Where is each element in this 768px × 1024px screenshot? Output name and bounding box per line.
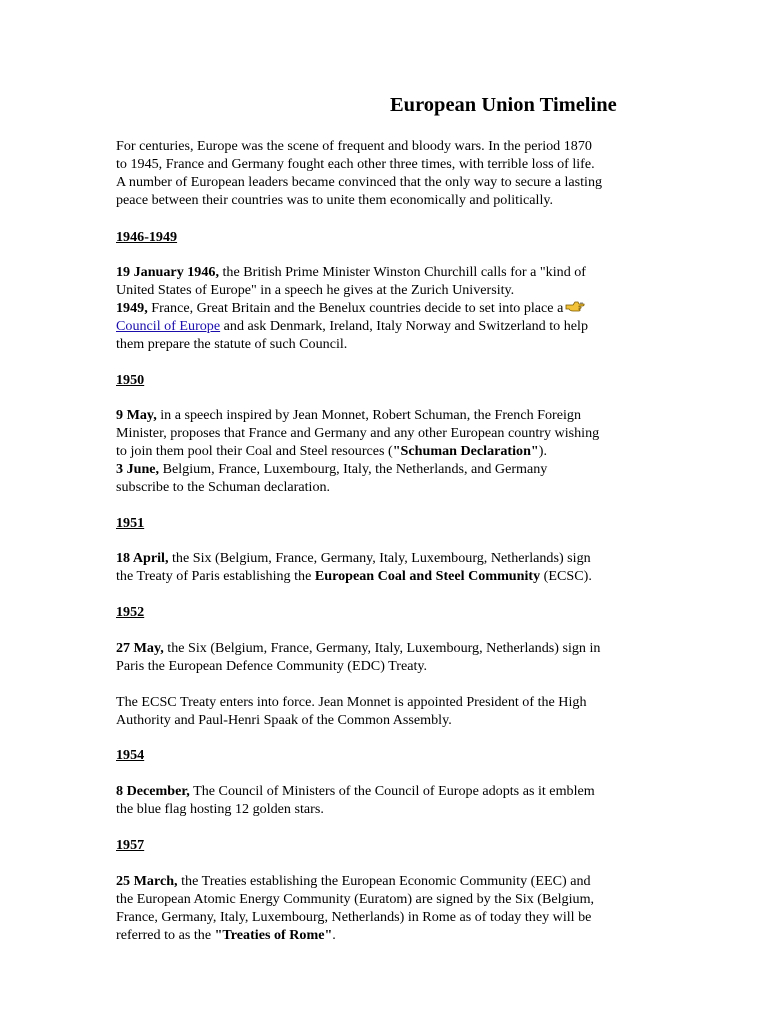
entry-text: France, Germany, Italy, Luxembourg, Netherlands) in Rome as of today they will be: [116, 909, 592, 925]
entry-text: (ECSC).: [540, 568, 592, 584]
entry-text: The ECSC Treaty enters into force. Jean Monnet is appointed President of the High: [116, 694, 587, 710]
entry-text: The Council of Ministers of the Council of Europe adopts as it emblem: [189, 783, 595, 799]
entry-1952-may: [116, 639, 656, 675]
entry-text: to join them pool their Coal and Steel resources (: [116, 443, 393, 459]
treaties-of-rome-label: "Treaties of Rome": [214, 927, 333, 943]
entry-text: the blue flag hosting 12 golden stars.: [116, 801, 324, 817]
entry-date: 3 June,: [116, 461, 160, 477]
ecsc-label: European Coal and Steel Community: [314, 568, 541, 584]
entry-text: France, Great Britain and the Benelux countries decide to set into place a: [147, 300, 564, 316]
entry-text: and ask Denmark, Ireland, Italy Norway and Switzerland to help: [220, 318, 589, 334]
entry-date: 27 May,: [116, 640, 164, 656]
section-heading-1957: 1957: [116, 837, 145, 853]
entry-1957: [116, 872, 656, 944]
entry-text: the Treaty of Paris establishing the: [116, 568, 315, 584]
section-heading-1950: 1950: [116, 372, 145, 388]
entry-text: the Treaties establishing the European Economic Community (EEC) and: [177, 873, 591, 889]
entry-text: the European Atomic Energy Community (Euratom) are signed by the Six (Belgium,: [116, 891, 595, 907]
entry-text: the Six (Belgium, France, Germany, Italy, Luxembourg, Netherlands) sign: [168, 550, 591, 566]
council-of-europe-link[interactable]: Council of Europe: [116, 318, 221, 334]
entry-date: 25 March,: [116, 873, 178, 889]
entry-1954: [116, 782, 656, 818]
entry-date: 1949,: [116, 300, 148, 316]
intro-paragraph: [116, 137, 656, 209]
intro-line: For centuries, Europe was the scene of frequent and bloody wars. In the period 1870: [116, 138, 592, 154]
entry-date: 18 April,: [116, 550, 169, 566]
entry-date: 8 December,: [116, 783, 190, 799]
section-heading-1952: 1952: [116, 604, 145, 620]
intro-line: A number of European leaders became convinced that the only way to secure a lasting: [116, 174, 603, 190]
entry-text: United States of Europe" in a speech he gives at the Zurich University.: [116, 282, 515, 298]
page-title: European Union Timeline: [390, 94, 617, 116]
section-heading-1946-1949: 1946-1949: [116, 229, 178, 245]
intro-line: peace between their countries was to unite them economically and politically.: [116, 192, 554, 208]
entry-1946: [116, 263, 656, 353]
pointing-hand-icon[interactable]: [565, 300, 585, 313]
entry-1952-ecsc: [116, 693, 656, 729]
entry-text: Belgium, France, Luxembourg, Italy, the Netherlands, and Germany: [159, 461, 548, 477]
entry-text: Paris the European Defence Community (EDC) Treaty.: [116, 658, 428, 674]
intro-line: to 1945, France and Germany fought each other three times, with terrible loss of life.: [116, 156, 595, 172]
entry-1951: [116, 549, 656, 585]
section-heading-1954: 1954: [116, 747, 145, 763]
entry-text: Authority and Paul-Henri Spaak of the Common Assembly.: [116, 712, 452, 728]
entry-text: them prepare the statute of such Council.: [116, 336, 348, 352]
entry-text: .: [332, 927, 336, 943]
entry-text: Minister, proposes that France and Germany and any other European country wishing: [116, 425, 600, 441]
section-heading-1951: 1951: [116, 515, 145, 531]
entry-date: 19 January 1946,: [116, 264, 219, 280]
entry-date: 9 May,: [116, 407, 157, 423]
entry-text: the Six (Belgium, France, Germany, Italy, Luxembourg, Netherlands) sign in: [163, 640, 601, 656]
entry-1950: [116, 406, 656, 496]
entry-text: ).: [538, 443, 547, 459]
schuman-declaration-label: "Schuman Declaration": [392, 443, 539, 459]
entry-text: referred to as the: [116, 927, 215, 943]
entry-text: subscribe to the Schuman declaration.: [116, 479, 331, 495]
entry-text: the British Prime Minister Winston Churchill calls for a "kind of: [218, 264, 586, 280]
entry-text: in a speech inspired by Jean Monnet, Robert Schuman, the French Foreign: [156, 407, 582, 423]
